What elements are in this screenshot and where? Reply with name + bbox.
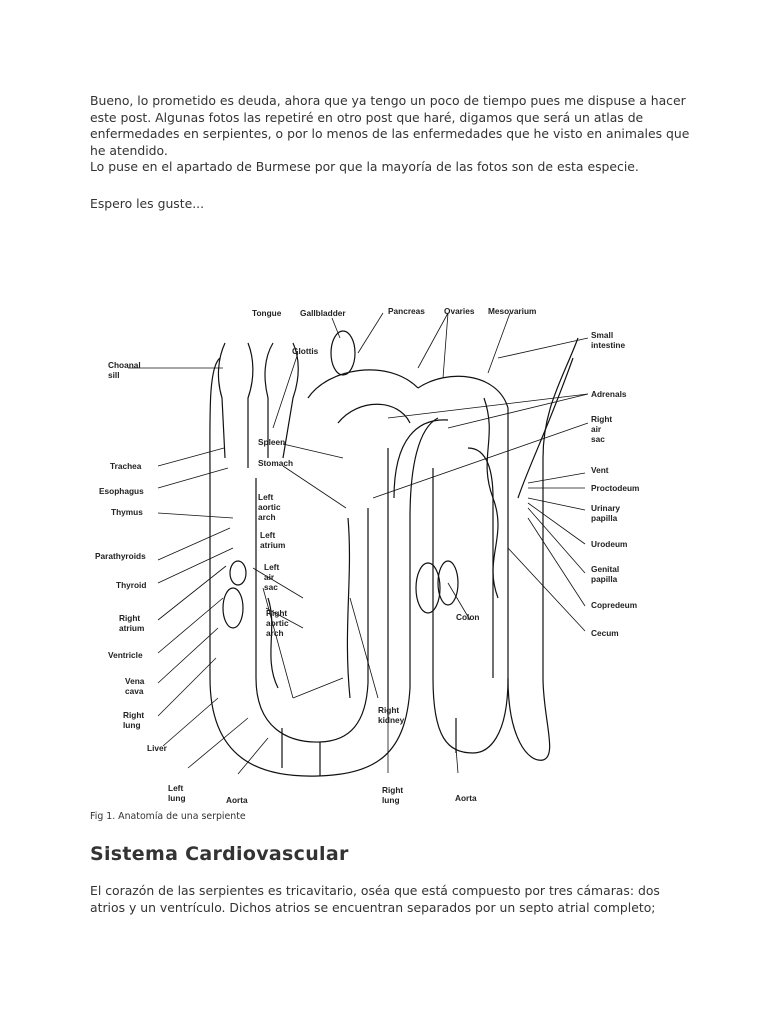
- snake-anatomy-diagram: [88, 298, 648, 816]
- label-copredeum: Copredeum: [591, 600, 638, 610]
- label-esophagus: Esophagus: [99, 486, 144, 496]
- label-right-aortic-arch-3: arch: [266, 628, 284, 638]
- label-choanal-sill-1: Choanal: [108, 360, 141, 370]
- label-choanal-sill-2: sill: [108, 370, 120, 380]
- intro-line: este post. Algunas fotos las repetiré en otro post que haré, digamos que será un atlas de: [90, 109, 644, 125]
- label-urodeum: Urodeum: [591, 539, 628, 549]
- label-left-atrium-1: Left: [260, 530, 276, 540]
- label-spleen: Spleen: [258, 437, 286, 447]
- label-thyroid: Thyroid: [116, 580, 147, 590]
- label-thymus: Thymus: [111, 507, 143, 517]
- label-right-air-sac-3: sac: [591, 434, 605, 444]
- label-left-air-sac-2: air: [264, 572, 275, 582]
- label-left-lung-1: Left: [168, 783, 184, 793]
- label-right-aortic-arch-1: Right: [266, 608, 288, 618]
- label-right-kidney-1: Right: [378, 705, 400, 715]
- label-right-kidney-2: kidney: [378, 715, 405, 725]
- section-paragraph: [90, 883, 690, 916]
- intro-line: Bueno, lo prometido es deuda, ahora que ya tengo un poco de tiempo pues me dispuse a hacer: [90, 93, 686, 108]
- label-left-lung-2: lung: [168, 793, 186, 803]
- figure-labels: [95, 306, 639, 805]
- label-left-aortic-arch-2: aortic: [258, 502, 281, 512]
- leader-lines: [128, 313, 588, 774]
- label-aorta-right: Aorta: [455, 793, 477, 803]
- label-parathyroids: Parathyroids: [95, 551, 146, 561]
- label-right-lung-left-1: Right: [123, 710, 145, 720]
- label-small-intestine-2: intestine: [591, 340, 626, 350]
- label-liver: Liver: [147, 743, 167, 753]
- label-genital-papilla-1: Genital: [591, 564, 620, 574]
- label-small-intestine-1: Small: [591, 330, 614, 340]
- label-ovaries: Ovaries: [444, 306, 475, 316]
- label-cecum: Cecum: [591, 628, 619, 638]
- label-vent: Vent: [591, 465, 609, 475]
- label-left-aortic-arch-1: Left: [258, 492, 274, 502]
- label-right-lung-bottom-1: Right: [382, 785, 404, 795]
- intro-line: enfermedades en serpientes, o por lo menos de las enfermedades que he visto en animales que: [90, 126, 690, 142]
- label-colon: Colon: [456, 612, 480, 622]
- label-left-air-sac-1: Left: [264, 562, 280, 572]
- label-right-aortic-arch-2: aortic: [266, 618, 289, 628]
- label-right-air-sac-1: Right: [591, 414, 613, 424]
- section-line: atrios y un ventrículo. Dichos atrios se encuentran separados por un septo atrial completo;: [90, 899, 656, 915]
- intro-line: Lo puse en el apartado de Burmese por que la mayoría de las fotos son de esta especie.: [90, 159, 639, 175]
- intro-line: he atendido.: [90, 142, 168, 158]
- label-tongue: Tongue: [252, 308, 282, 318]
- label-right-atrium-1: Right: [119, 613, 141, 623]
- label-mesovarium: Mesovarium: [488, 306, 537, 316]
- label-stomach: Stomach: [258, 458, 294, 468]
- label-vena-cava-1: Vena: [125, 676, 145, 686]
- section-heading: Sistema Cardiovascular: [90, 843, 349, 865]
- label-right-atrium-2: atrium: [119, 623, 145, 633]
- label-right-lung-left-2: lung: [123, 720, 141, 730]
- label-left-aortic-arch-3: arch: [258, 512, 276, 522]
- label-left-air-sac-3: sac: [264, 582, 278, 592]
- label-aorta-left: Aorta: [226, 795, 248, 805]
- label-ventricle: Ventricle: [108, 650, 143, 660]
- label-right-lung-bottom-2: lung: [382, 795, 400, 805]
- snake-anatomy-figure: [88, 298, 648, 816]
- label-glottis: Glottis: [292, 346, 319, 356]
- closing-line: Espero les guste...: [90, 196, 205, 211]
- label-vena-cava-2: cava: [125, 686, 144, 696]
- label-right-air-sac-2: air: [591, 424, 602, 434]
- label-gallbladder: Gallbladder: [300, 308, 346, 318]
- label-urinary-papilla-2: papilla: [591, 513, 618, 523]
- label-urinary-papilla-1: Urinary: [591, 503, 621, 513]
- label-left-atrium-2: atrium: [260, 540, 286, 550]
- label-trachea: Trachea: [110, 461, 142, 471]
- intro-paragraph: [90, 93, 690, 176]
- section-line: El corazón de las serpientes es tricavitario, oséa que está compuesto por tres cámaras: dos: [90, 883, 660, 898]
- figure-caption: Fig 1. Anatomía de una serpiente: [90, 811, 246, 822]
- label-genital-papilla-2: papilla: [591, 574, 618, 584]
- label-pancreas: Pancreas: [388, 306, 425, 316]
- label-adrenals: Adrenals: [591, 389, 627, 399]
- label-proctodeum: Proctodeum: [591, 483, 640, 493]
